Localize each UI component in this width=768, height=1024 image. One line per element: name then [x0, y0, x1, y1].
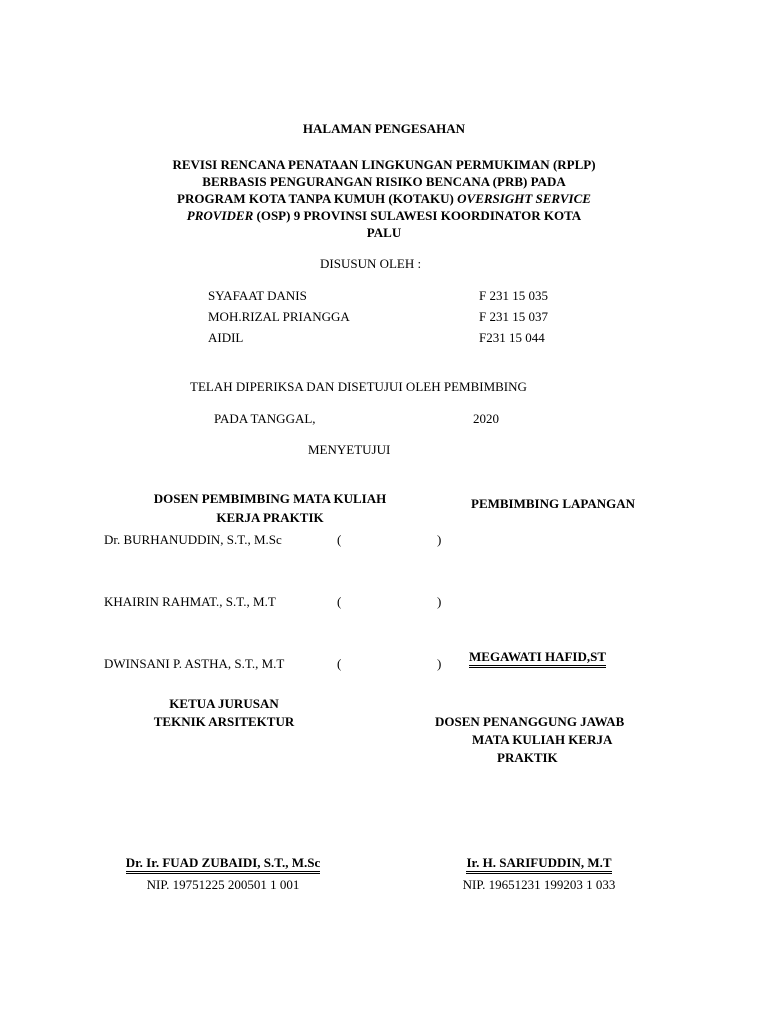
signature-bracket-close: )	[437, 656, 442, 671]
head-title-line-1: KETUA JURUSAN	[169, 696, 279, 711]
resp-title-line-1: DOSEN PENANGGUNG JAWAB	[435, 714, 625, 729]
resp-title-line-2: MATA KULIAH KERJA	[472, 732, 613, 747]
author-name: SYAFAAT DANIS	[208, 288, 307, 303]
approval-statement: TELAH DIPERIKSA DAN DISETUJUI OLEH PEMBIMBING	[190, 379, 527, 394]
advisor-name: KHAIRIN RAHMAT., S.T., M.T	[104, 594, 276, 609]
signature-bracket-close: )	[437, 594, 442, 609]
date-label: PADA TANGGAL,	[214, 411, 316, 426]
head-nip: NIP. 19751225 200501 1 001	[146, 877, 300, 892]
field-supervisor-name	[469, 649, 606, 665]
date-year: 2020	[473, 411, 499, 426]
resp-title-line-3: PRAKTIK	[497, 750, 558, 765]
left-heading-line-2: KERJA PRAKTIK	[216, 510, 324, 525]
advisor-name: Dr. BURHANUDDIN, S.T., M.Sc	[104, 532, 282, 547]
author-nim: F 231 15 037	[479, 309, 548, 324]
resp-name-text: Ir. H. SARIFUDDIN, M.T	[466, 855, 611, 874]
approve-label: MENYETUJUI	[308, 442, 391, 457]
subtitle-line-2: BERBASIS PENGURANGAN RISIKO BENCANA (PRB) PADA	[202, 174, 566, 189]
subtitle-line-4-italic: PROVIDER	[186, 208, 254, 223]
author-nim: F 231 15 035	[479, 288, 548, 303]
left-heading-line-1: DOSEN PEMBIMBING MATA KULIAH	[153, 491, 387, 506]
head-title-line-2: TEKNIK ARSITEKTUR	[153, 714, 295, 729]
head-name-text: Dr. Ir. FUAD ZUBAIDI, S.T., M.Sc	[126, 855, 321, 874]
resp-nip: NIP. 19651231 199203 1 033	[462, 877, 616, 892]
author-name: AIDIL	[208, 330, 244, 345]
signature-bracket-open: (	[337, 656, 342, 671]
signature-bracket-open: (	[337, 594, 342, 609]
signature-bracket-close: )	[437, 532, 442, 547]
authors-label: DISUSUN OLEH :	[320, 256, 422, 271]
advisor-name: DWINSANI P. ASTHA, S.T., M.T	[104, 656, 285, 671]
field-supervisor-text: MEGAWATI HAFID,ST	[469, 649, 606, 668]
author-nim: F231 15 044	[479, 330, 545, 345]
page-title: HALAMAN PENGESAHAN	[302, 121, 466, 136]
subtitle-line-5: PALU	[366, 225, 402, 240]
head-name	[108, 855, 338, 871]
subtitle-line-1: REVISI RENCANA PENATAAN LINGKUNGAN PERMUKIMAN (RPLP)	[172, 157, 596, 172]
resp-name	[440, 855, 638, 871]
document-subtitle	[130, 156, 638, 241]
author-name: MOH.RIZAL PRIANGGA	[208, 309, 350, 324]
subtitle-line-3: PROGRAM KOTA TANPA KUMUH (KOTAKU)	[177, 191, 458, 206]
subtitle-line-4: (OSP) 9 PROVINSI SULAWESI KOORDINATOR KOTA	[253, 208, 582, 223]
signature-bracket-open: (	[337, 532, 342, 547]
subtitle-line-3-italic: OVERSIGHT SERVICE	[457, 191, 591, 206]
right-heading: PEMBIMBING LAPANGAN	[471, 496, 636, 511]
